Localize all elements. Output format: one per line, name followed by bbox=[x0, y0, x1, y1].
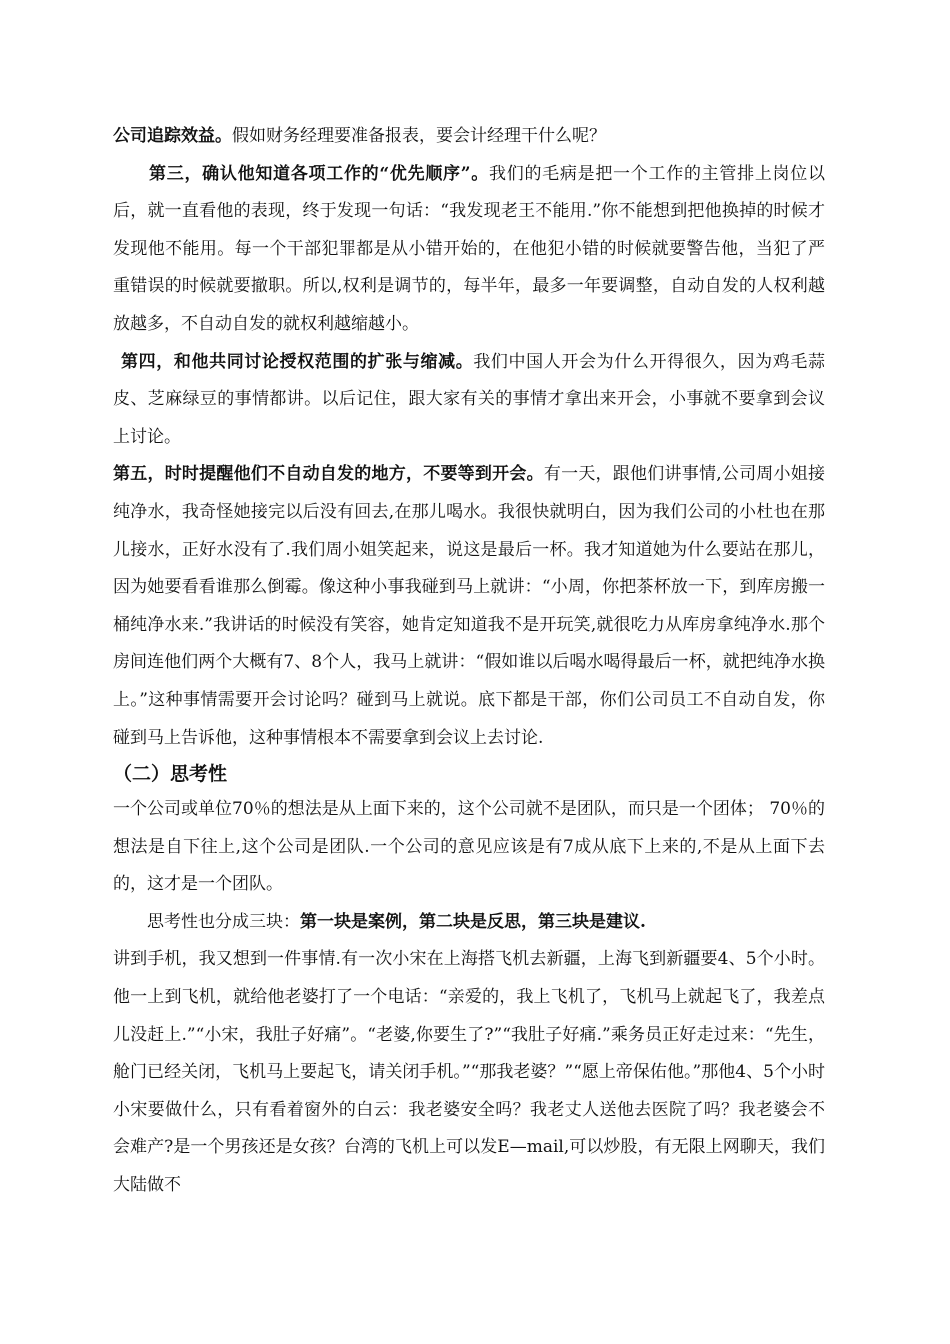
document-body bbox=[113, 118, 825, 1205]
paragraph-bold-tail: 第一块是案例，第二块是反思，第三块是建议. bbox=[300, 911, 646, 932]
paragraph-fourth-point bbox=[113, 344, 825, 457]
paragraph-fifth-point bbox=[113, 456, 825, 757]
paragraph-text: 我们中国人开会为什么开得很久，因为鸡毛蒜皮、芝麻绿豆的事情都讲。以后记住，跟大家有关的事情才拿出来开会，小事就不要拿到会议上讨论。 bbox=[113, 351, 826, 447]
paragraph-thinking-parts bbox=[113, 904, 825, 942]
paragraph-phone-story bbox=[113, 941, 825, 1204]
paragraph-bold-lead: 第五，时时提醒他们不自动自发的地方，不要等到开会。 bbox=[113, 464, 544, 485]
paragraph-text: 讲到手机，我又想到一件事情.有一次小宋在上海搭飞机去新疆，上海飞到新疆要4、5个小时。他一上到飞机，就给他老婆打了一个电话：“亲爱的，我上飞机了，飞机马上就起飞了，我差点儿没赶上.”“小宋，我肚子好痛”。“老婆,你要生了?”“我肚子好痛.”乘务员正好走过来：“先生，舱门已经关闭，飞机马上要起飞，请关闭手机。”“那我老婆？”“愿上帝保佑他。”那他4、5个小时小宋要做什么，只有看着窗外的白云：我老婆安全吗？我老丈人送他去医院了吗？我老婆会不会难产?是一个男孩还是女孩？台湾的飞机上可以发E—mail,可以炒股，有无限上网聊天，我们大陆做不 bbox=[113, 949, 825, 1196]
section-heading: （二）思考性 bbox=[113, 763, 228, 786]
paragraph-bold-lead: 公司追踪效益。 bbox=[113, 126, 232, 146]
paragraph-third-point bbox=[113, 156, 825, 344]
paragraph-bold-lead: 第三，确认他知道各项工作的“优先顺序”。 bbox=[149, 163, 489, 184]
paragraph-bold-lead: 第四，和他共同讨论授权范围的扩张与缩减。 bbox=[121, 351, 474, 372]
paragraph-text: 一个公司或单位70％的想法是从上面下来的，这个公司就不是团队，而只是一个团体； 70％的想法是自下往上,这个公司是团队.一个公司的意见应该是有7成从底下上来的,不是从上面下去的，这才是一个团队。 bbox=[113, 799, 825, 895]
paragraph-text: 假如财务经理要准备报表，要会计经理干什么呢？ bbox=[232, 126, 606, 146]
paragraph-company-tracking bbox=[113, 118, 825, 156]
paragraph-text: 我们的毛病是把一个工作的主管排上岗位以后，就一直看他的表现，终于发现一句话：“我发现老王不能用.”你不能想到把他换掉的时候才发现他不能用。每一个干部犯罪都是从小错开始的，在他犯小错的时候就要警告他，当犯了严重错误的时候就要撤职。所以,权利是调节的，每半年，最多一年要调整，自动自发的人权利越放越多，不自动自发的就权利越缩越小。 bbox=[113, 163, 825, 334]
paragraph-team-ideas bbox=[113, 791, 825, 904]
paragraph-text: 有一天，跟他们讲事情,公司周小姐接纯净水，我奇怪她接完以后没有回去,在那儿喝水。我很快就明白，因为我们公司的小杜也在那儿接水，正好水没有了.我们周小姐笑起来，说这是最后一杯。我才知道她为什么要站在那儿，因为她要看看谁那么倒霉。像这种小事我碰到马上就讲：“小周，你把茶杯放一下，到库房搬一桶纯净水来.”我讲话的时候没有笑容，她肯定知道我不是开玩笑,就很吃力从库房拿纯净水.那个房间连他们两个大概有7、8个人，我马上就讲：“假如谁以后喝水喝得最后一杯，就把纯净水换上。”这种事情需要开会讨论吗？碰到马上就说。底下都是干部，你们公司员工不自动自发，你碰到马上告诉他，这种事情根本不需要拿到会议上去讨论. bbox=[113, 464, 826, 748]
paragraph-text: 思考性也分成三块： bbox=[147, 911, 300, 932]
